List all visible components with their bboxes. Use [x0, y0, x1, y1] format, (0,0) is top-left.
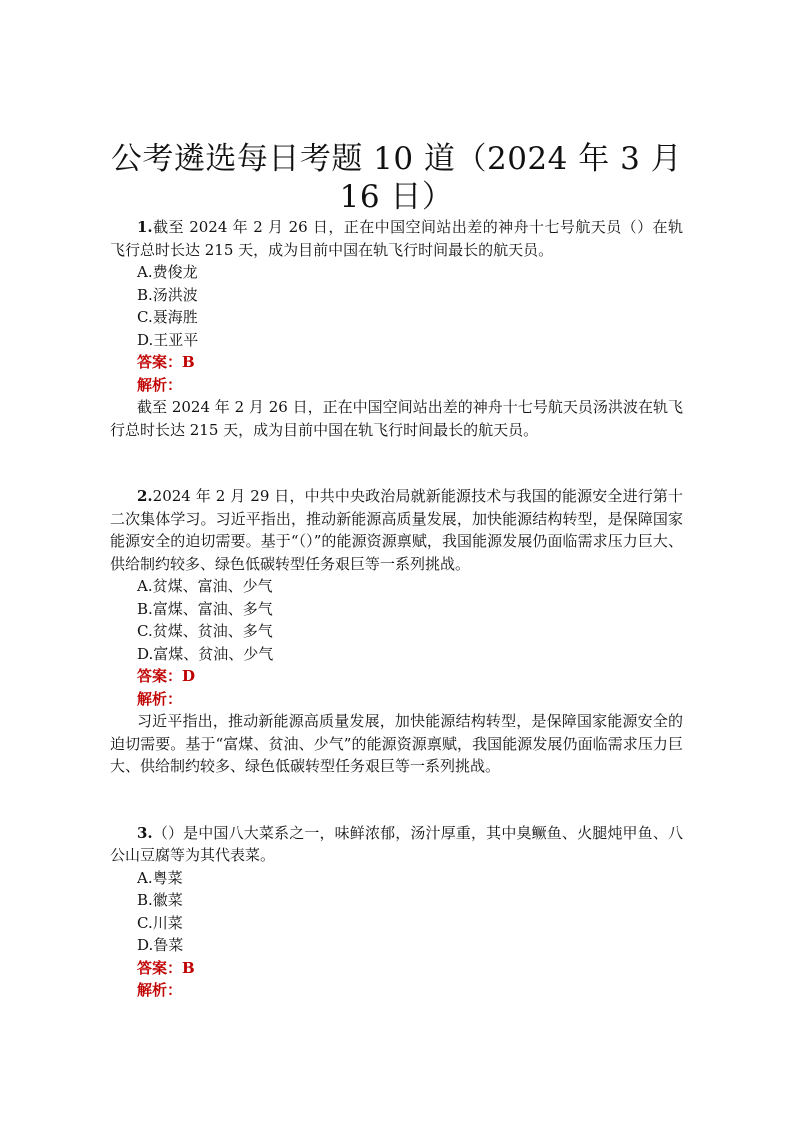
option-b: B.徽菜 — [137, 891, 183, 909]
analysis-label: 解析： — [137, 375, 183, 394]
question-number: 3. — [137, 823, 153, 842]
question-number: 1. — [137, 218, 153, 236]
option-list — [110, 867, 683, 957]
analysis-label: 解析： — [137, 981, 183, 999]
option-list — [110, 575, 683, 665]
option-a: A.费俊龙 — [137, 263, 198, 281]
option-a: A.粤菜 — [137, 868, 183, 887]
question-number: 2. — [137, 487, 153, 505]
question-3 — [110, 822, 683, 1002]
answer: 答案：B — [137, 353, 195, 371]
question-2 — [110, 485, 683, 778]
question-text: 截至 2024 年 2 月 26 日，正在中国空间站出差的神舟十七号航天员（）在轨飞行总时长达 215 天，成为目前中国在轨飞行时间最长的航天员。 — [110, 218, 683, 259]
option-list — [110, 261, 683, 351]
document-title: 公考遴选每日考题 10 道（2024 年 3 月 16 日） — [110, 141, 683, 215]
option-d: D.王亚平 — [137, 330, 199, 349]
question-stem — [110, 216, 683, 261]
analysis-text: 习近平指出，推动新能源高质量发展，加快能源结构转型，是保障国家能源安全的迫切需要。基于“富煤、贫油、少气”的能源资源禀赋，我国能源发展仍面临需求压力巨大、供给制约较多、绿色低碳转型任务艰巨等一系列挑战。 — [110, 712, 683, 775]
question-text: 2024 年 2 月 29 日，中共中央政治局就新能源技术与我国的能源安全进行第十二次集体学习。习近平指出，推动新能源高质量发展，加快能源结构转型，是保障国家能源安全的迫切需要。基于“（）”的能源资源禀赋，我国能源发展仍面临需求压力巨大、供给制约较多、绿色低碳转型任务艰巨等一系列挑战。 — [110, 487, 683, 573]
question-1 — [110, 216, 683, 441]
option-d: D.鲁菜 — [137, 936, 184, 954]
option-b: B.富煤、富油、多气 — [137, 599, 273, 618]
question-stem — [110, 822, 683, 867]
question-stem — [110, 485, 683, 575]
option-a: A.贫煤、富油、少气 — [137, 577, 273, 595]
analysis-text: 截至 2024 年 2 月 26 日，正在中国空间站出差的神舟十七号航天员汤洪波在轨飞行总时长达 215 天，成为目前中国在轨飞行时间最长的航天员。 — [110, 398, 683, 439]
option-c: C.聂海胜 — [137, 308, 198, 326]
option-b: B.汤洪波 — [137, 285, 198, 304]
analysis-label: 解析： — [137, 689, 183, 708]
answer: 答案：D — [137, 667, 196, 685]
question-text: （）是中国八大菜系之一，味鲜浓郁，汤汁厚重，其中臭鳜鱼、火腿炖甲鱼、八公山豆腐等为其代表菜。 — [110, 823, 683, 864]
option-d: D.富煤、贫油、少气 — [137, 644, 274, 663]
option-c: C.川菜 — [137, 913, 183, 932]
answer: 答案：B — [137, 958, 195, 977]
option-c: C.贫煤、贫油、多气 — [137, 622, 273, 640]
